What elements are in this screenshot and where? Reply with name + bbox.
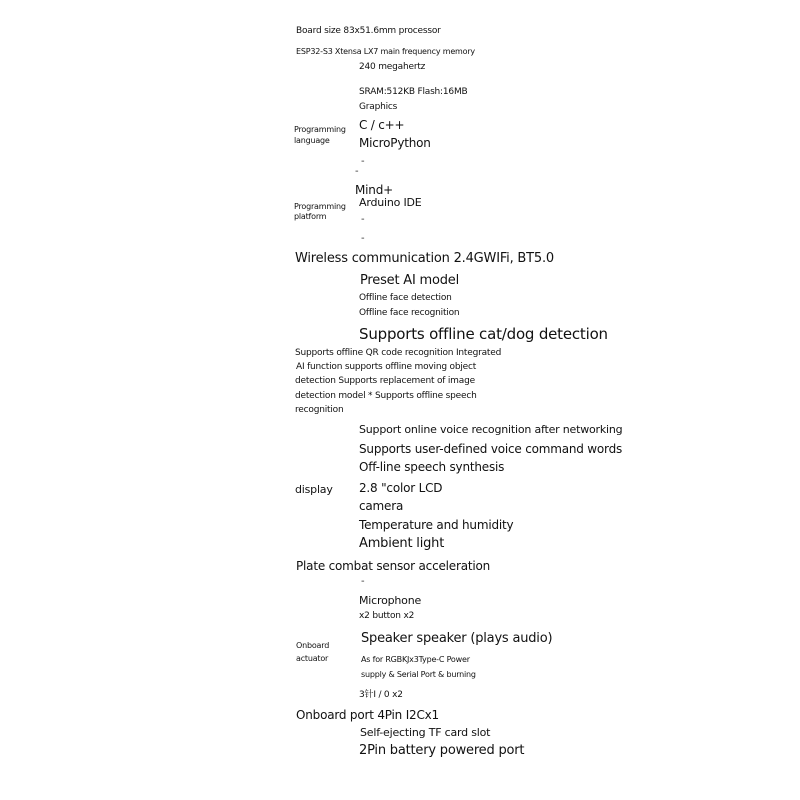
ambient-light-line: Ambient light	[359, 536, 445, 551]
microphone-line: Microphone	[359, 594, 422, 607]
face-recognition-line: Offline face recognition	[359, 308, 460, 318]
plate-combat-line: Plate combat sensor acceleration	[296, 559, 491, 573]
memory-line: SRAM:512KB Flash:16MB	[359, 87, 468, 97]
frequency-line: 240 megahertz	[359, 62, 426, 72]
qr-line-1: Supports offline QR code recognition Integrated	[295, 348, 502, 358]
onboard-port-line: Onboard port 4Pin I2Cx1	[296, 708, 439, 722]
rgb-line-1: As for RGBKJx3Type-C Power	[361, 655, 470, 664]
graphics-line: Graphics	[359, 102, 398, 112]
camera-line: camera	[359, 499, 404, 513]
dash-4: -	[361, 233, 365, 244]
preset-ai-line: Preset AI model	[360, 273, 460, 288]
onboard-actuator-label-2: actuator	[296, 654, 329, 663]
rgb-line-2: supply & Serial Port & burning	[361, 670, 476, 679]
user-voice-line: Supports user-defined voice command words	[359, 442, 623, 456]
online-voice-line: Support online voice recognition after networking	[359, 423, 623, 436]
micropython-line: MicroPython	[359, 136, 431, 150]
lcd-line: 2.8 "color LCD	[359, 481, 443, 495]
programming-platform-label-2: platform	[294, 212, 327, 221]
temperature-humidity-line: Temperature and humidity	[359, 518, 514, 532]
face-detection-line: Offline face detection	[359, 293, 452, 303]
programming-language-label-2: language	[294, 136, 330, 145]
display-label: display	[295, 483, 333, 496]
wireless-line: Wireless communication 2.4GWIFi, BT5.0	[295, 251, 554, 266]
qr-line-4: detection model * Supports offline speech	[295, 391, 477, 401]
cat-dog-line: Supports offline cat/dog detection	[359, 325, 608, 343]
processor-line: ESP32-S3 Xtensa LX7 main frequency memory	[296, 47, 475, 56]
dash-2: -	[355, 166, 359, 177]
onboard-actuator-label-1: Onboard	[296, 641, 330, 650]
arduino-line: Arduino IDE	[359, 196, 422, 209]
board-size-line: Board size 83x51.6mm processor	[296, 26, 441, 36]
qr-line-5: recognition	[295, 405, 344, 415]
button-line: x2 button x2	[359, 611, 415, 621]
qr-line-3: detection Supports replacement of image	[295, 376, 475, 386]
speaker-line: Speaker speaker (plays audio)	[361, 631, 553, 646]
dash-5: -	[361, 576, 365, 587]
dash-1: -	[361, 156, 365, 167]
mind-plus-line: Mind+	[355, 183, 393, 197]
c-cpp-line: C / c++	[359, 118, 405, 132]
programming-platform-label-1: Programming	[294, 202, 346, 211]
speech-synthesis-line: Off-line speech synthesis	[359, 460, 505, 474]
io-line: 3针I / 0 x2	[359, 690, 403, 700]
dash-3: -	[361, 214, 365, 225]
battery-line: 2Pin battery powered port	[359, 743, 525, 758]
qr-line-2: AI function supports offline moving object	[296, 362, 477, 372]
tf-card-line: Self-ejecting TF card slot	[360, 726, 491, 739]
programming-language-label-1: Programming	[294, 125, 346, 134]
